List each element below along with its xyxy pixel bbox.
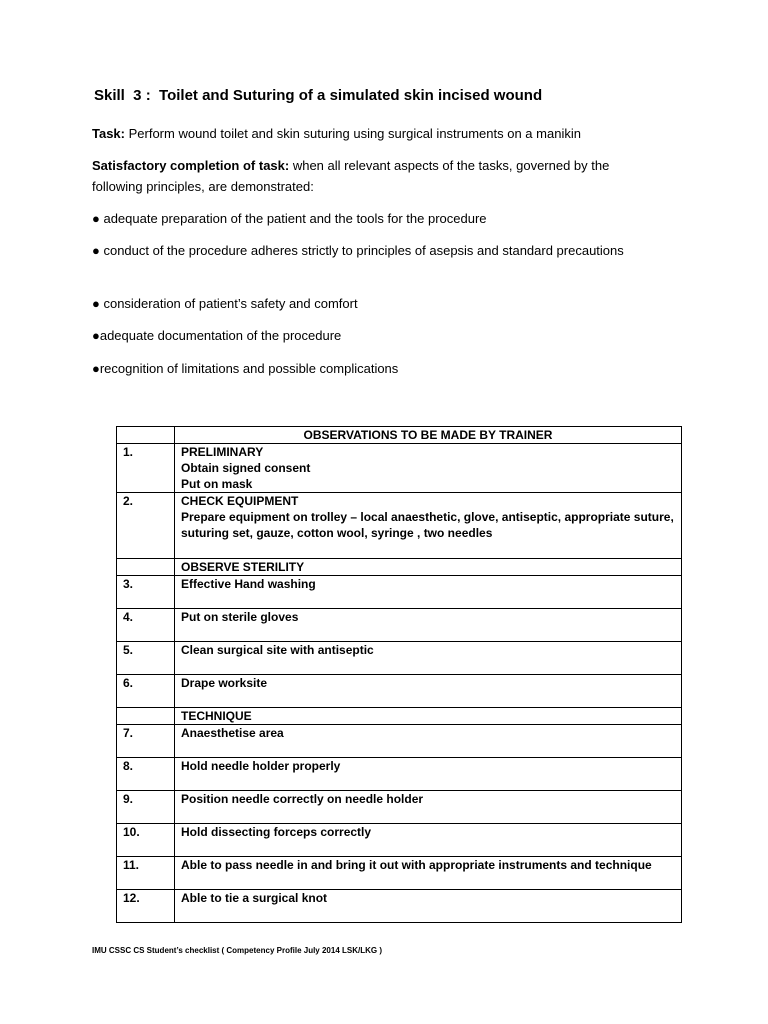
row-number: 5.: [117, 642, 175, 675]
row-number: [117, 708, 175, 725]
observation-cell: [175, 493, 682, 559]
observation-cell: [175, 857, 682, 890]
observation-cell: [175, 824, 682, 857]
observation-cell: [175, 708, 682, 725]
table-row: [117, 444, 682, 493]
observation-text: Able to pass needle in and bring it out with appropriate instruments and technique: [181, 858, 652, 872]
observation-text: PRELIMINARY: [181, 445, 264, 459]
principle-bullet: ●adequate documentation of the procedure: [92, 328, 342, 343]
row-number: 3.: [117, 576, 175, 609]
observation-text: Clean surgical site with antiseptic: [181, 643, 374, 657]
row-number: 4.: [117, 609, 175, 642]
observations-table: [116, 426, 682, 923]
table-row: [117, 559, 682, 576]
row-number: 11.: [117, 857, 175, 890]
observation-cell: [175, 576, 682, 609]
observation-cell: [175, 642, 682, 675]
task-label: Task:: [92, 126, 125, 141]
observation-text: Obtain signed consent: [181, 461, 311, 475]
observation-text: CHECK EQUIPMENT: [181, 494, 299, 508]
observation-cell: [175, 559, 682, 576]
observation-cell: [175, 444, 682, 493]
table-row: [117, 890, 682, 923]
row-number: [117, 559, 175, 576]
observation-cell: [175, 725, 682, 758]
principle-bullet: ●recognition of limitations and possible complications: [92, 361, 399, 376]
row-number: 7.: [117, 725, 175, 758]
table-row: [117, 675, 682, 708]
observation-text: Hold dissecting forceps correctly: [181, 825, 372, 839]
row-number: 2.: [117, 493, 175, 559]
row-number: 1.: [117, 444, 175, 493]
table-row: [117, 708, 682, 725]
header-num-cell: [117, 427, 175, 444]
observation-cell: [175, 890, 682, 923]
principle-bullet: ● consideration of patient’s safety and comfort: [92, 296, 358, 311]
principle-bullet: ● adequate preparation of the patient and the tools for the procedure: [92, 211, 487, 226]
table-row: [117, 493, 682, 559]
observation-text: OBSERVE STERILITY: [181, 560, 305, 574]
observation-cell: [175, 758, 682, 791]
observation-cell: [175, 609, 682, 642]
table-row: [117, 791, 682, 824]
observation-text: Put on sterile gloves: [181, 610, 299, 624]
row-number: 10.: [117, 824, 175, 857]
observation-text: Put on mask: [181, 477, 253, 491]
task-text: Perform wound toilet and skin suturing using surgical instruments on a manikin: [125, 126, 581, 141]
page-footer: IMU CSSC CS Student’s checklist ( Competency Profile July 2014 LSK/LKG ): [92, 946, 382, 955]
principle-bullet: ● conduct of the procedure adheres strictly to principles of asepsis and standard precautions: [92, 243, 624, 258]
observation-text: Anaesthetise area: [181, 726, 284, 740]
task-paragraph: [92, 123, 662, 144]
satisfactory-text: when all relevant aspects of the tasks, governed by the following principles, are demonstrated:: [92, 158, 610, 194]
table-header-row: [117, 427, 682, 444]
satisfactory-paragraph: [92, 155, 662, 197]
observation-text: Effective Hand washing: [181, 577, 316, 591]
observation-text: Prepare equipment on trolley – local anaesthetic, glove, antiseptic, appropriate suture, suturing set, gauze, cotton wool, syringe , two needles: [181, 510, 674, 540]
satisfactory-label: Satisfactory completion of task:: [92, 158, 290, 173]
observation-text: Position needle correctly on needle holder: [181, 792, 424, 806]
observation-text: Drape worksite: [181, 676, 268, 690]
table-row: [117, 642, 682, 675]
row-number: 9.: [117, 791, 175, 824]
observation-cell: [175, 791, 682, 824]
table-row: [117, 758, 682, 791]
observation-text: Hold needle holder properly: [181, 759, 341, 773]
row-number: 6.: [117, 675, 175, 708]
table-row: [117, 609, 682, 642]
table-header: OBSERVATIONS TO BE MADE BY TRAINER: [175, 427, 682, 444]
table-row: [117, 576, 682, 609]
table-row: [117, 725, 682, 758]
observation-text: Able to tie a surgical knot: [181, 891, 328, 905]
observation-cell: [175, 675, 682, 708]
row-number: 12.: [117, 890, 175, 923]
page-title: Skill 3 : Toilet and Suturing of a simulated skin incised wound: [94, 87, 543, 104]
observation-text: TECHNIQUE: [181, 709, 252, 723]
row-number: 8.: [117, 758, 175, 791]
table-row: [117, 857, 682, 890]
table-row: [117, 824, 682, 857]
